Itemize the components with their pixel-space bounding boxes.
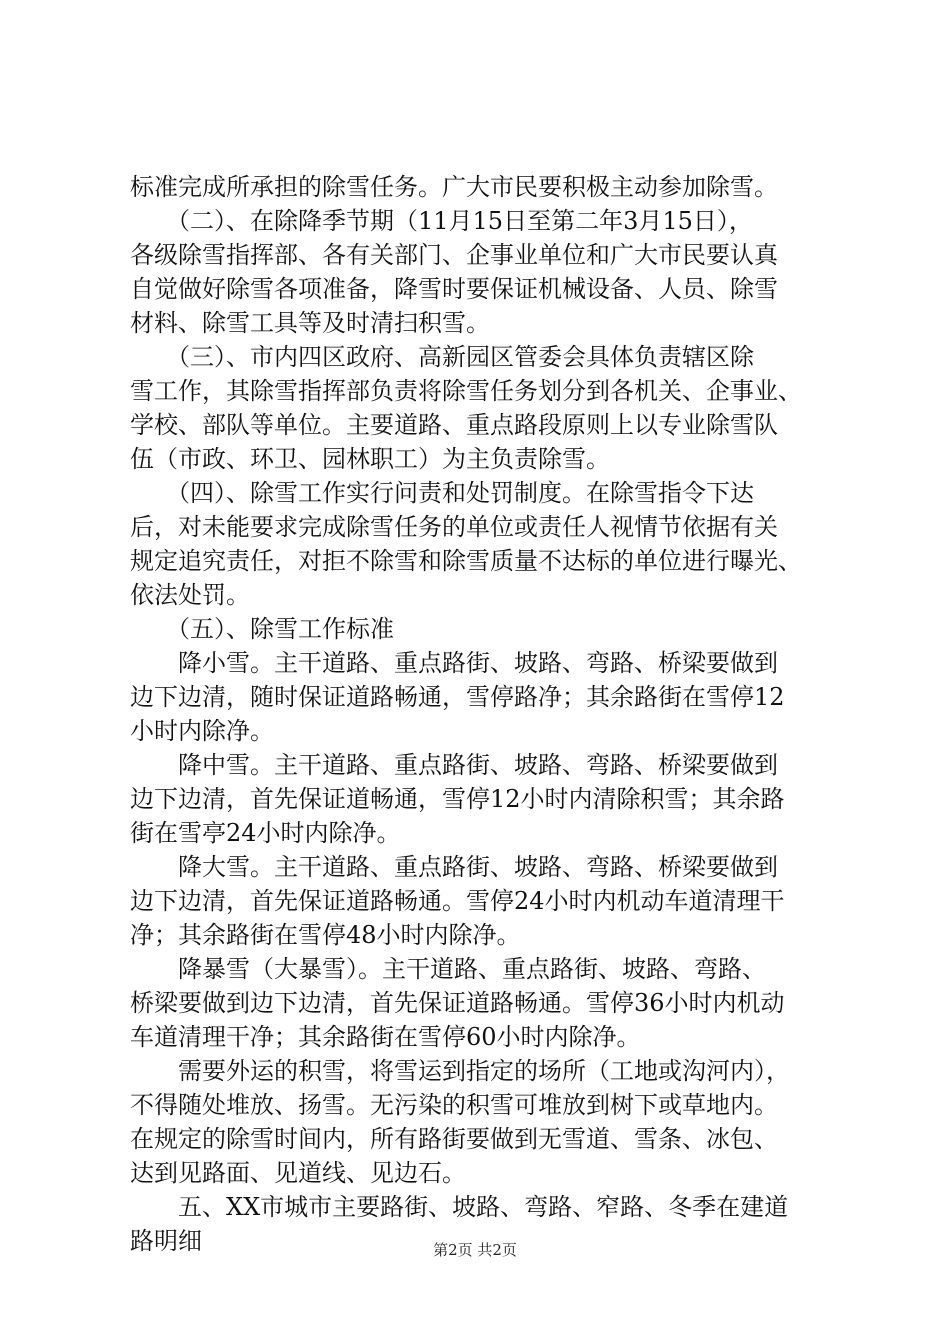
text-line: 车道清理干净；其余路街在雪停60小时内除净。 xyxy=(130,1023,641,1051)
text-line: 降中雪。主干道路、重点路街、坡路、弯路、桥梁要做到 xyxy=(130,751,778,779)
text-line: 降大雪。主干道路、重点路街、坡路、弯路、桥梁要做到 xyxy=(130,853,778,881)
text-line: （二）、在除降季节期（11月15日至第二年3月15日）， xyxy=(130,207,753,235)
document-body xyxy=(130,170,830,1258)
text-line: 各级除雪指挥部、各有关部门、企事业单位和广大市民要认真 xyxy=(130,241,778,269)
text-line: 规定追究责任，对拒不除雪和除雪质量不达标的单位进行曝光、 xyxy=(130,547,802,575)
text-line: 小时内除净。 xyxy=(130,717,274,745)
text-line: 降暴雪（大暴雪）。主干道路、重点路街、坡路、弯路、 xyxy=(130,955,766,983)
text-line: 在规定的除雪时间内，所有路街要做到无雪道、雪条、冰包、 xyxy=(130,1125,778,1153)
text-line: （三）、市内四区政府、高新园区管委会具体负责辖区除 xyxy=(130,343,754,371)
text-line: 伍（市政、环卫、园林职工）为主负责除雪。 xyxy=(130,445,610,473)
text-line: 依法处罚。 xyxy=(130,581,250,609)
text-line: 街在雪亭24小时内除净。 xyxy=(130,819,401,847)
text-line: 材料、除雪工具等及时清扫积雪。 xyxy=(130,309,490,337)
text-line: 边下边清，首先保证道路畅通。雪停24小时内机动车道清理干 xyxy=(130,887,785,915)
text-line: 桥梁要做到边下边清，首先保证道路畅通。雪停36小时内机动 xyxy=(130,989,785,1017)
text-line: 标准完成所承担的除雪任务。广大市民要积极主动参加除雪。 xyxy=(130,173,778,201)
text-line: 后，对未能要求完成除雪任务的单位或责任人视情节依据有关 xyxy=(130,513,778,541)
text-line: 自觉做好除雪各项准备，降雪时要保证机械设备、人员、除雪 xyxy=(130,275,778,303)
text-line: 边下边清，首先保证道畅通，雪停12小时内清除积雪；其余路 xyxy=(130,785,785,813)
text-line: 降小雪。主干道路、重点路街、坡路、弯路、桥梁要做到 xyxy=(130,649,778,677)
text-line: 雪工作，其除雪指挥部负责将除雪任务划分到各机关、企事业、 xyxy=(130,377,802,405)
text-line: （五）、除雪工作标准 xyxy=(130,615,394,643)
page-footer: 第2页 共2页 xyxy=(433,1241,517,1259)
text-line: 需要外运的积雪，将雪运到指定的场所（工地或沟河内）， xyxy=(130,1057,790,1085)
text-line: 达到见路面、见道线、见边石。 xyxy=(130,1159,466,1187)
text-line: 净；其余路街在雪停48小时内除净。 xyxy=(130,921,521,949)
text-line: 路明细 xyxy=(130,1227,202,1255)
text-line: 五、XX市城市主要路街、坡路、弯路、窄路、冬季在建道 xyxy=(130,1193,789,1221)
text-line: 学校、部队等单位。主要道路、重点路段原则上以专业除雪队 xyxy=(130,411,778,439)
text-line: 边下边清，随时保证道路畅通，雪停路净；其余路街在雪停12 xyxy=(130,683,785,711)
text-line: （四）、除雪工作实行问责和处罚制度。在除雪指令下达 xyxy=(130,479,754,507)
text-line: 不得随处堆放、扬雪。无污染的积雪可堆放到树下或草地内。 xyxy=(130,1091,778,1119)
